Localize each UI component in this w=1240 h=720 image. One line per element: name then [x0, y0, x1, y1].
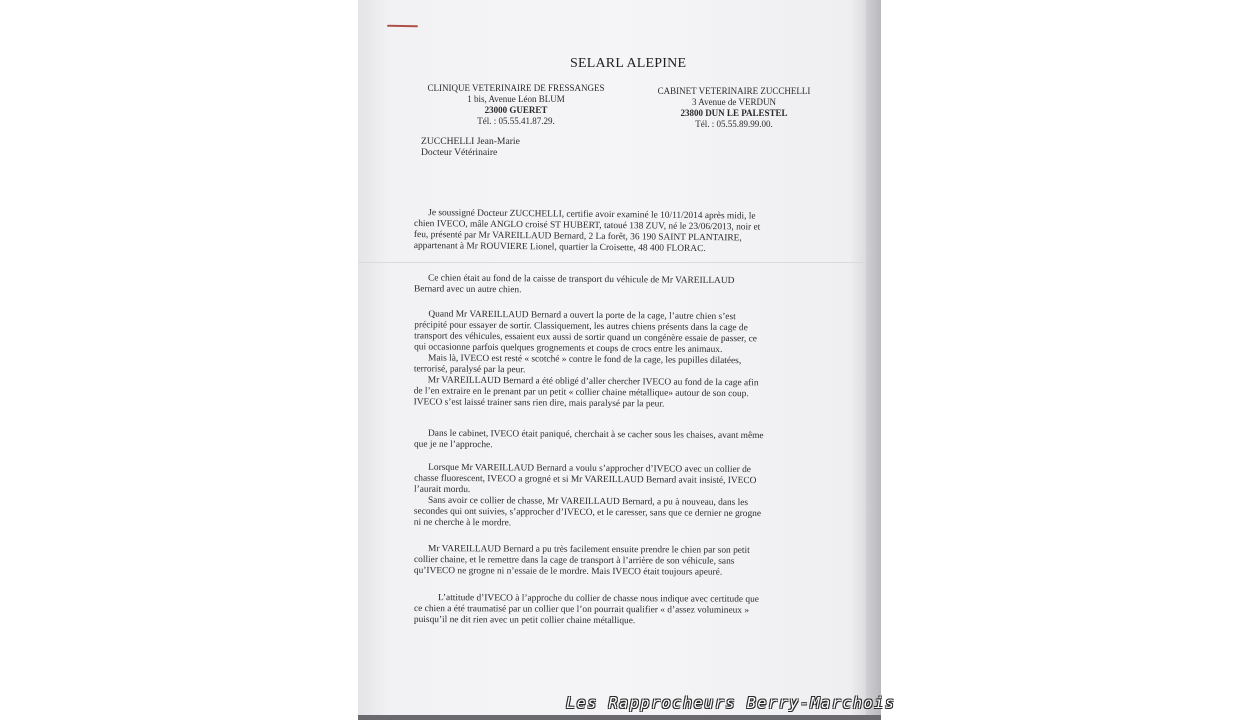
paragraph-line: ni ne cherche à le mordre. [413, 517, 512, 529]
signatory-name: ZUCCHELLI Jean-Marie [421, 136, 520, 147]
paragraph-line: que je ne l’approche. [413, 439, 493, 451]
paragraph-line: L’attitude d’IVECO à l’approche du collier de chasse nous indique avec certitude que [438, 593, 759, 605]
left-clinic-city: 23000 GUERET [484, 105, 548, 115]
paragraph-line: secondes qui ont suivies, s’approcher d’IVECO, et le caresser, sans que ce dernier ne grogne [413, 506, 762, 520]
left-clinic-street: 1 bis, Avenue Léon BLUM [467, 94, 565, 104]
paragraph-line: de l’en extraire en le prenant par un petit « collier chaine métallique» autour de son coup. [413, 386, 749, 400]
paragraph-line: Mr VAREILLAUD Bernard a été obligé d’aller chercher IVECO au fond de la cage afin [427, 375, 759, 389]
paragraph-line: chien IVECO, mâle ANGLO croisé ST HUBERT, tatoué 138 ZUV, né le 23/06/2013, noir et [414, 218, 761, 233]
paper-fold-horizontal [358, 262, 881, 263]
red-pen-mark [387, 25, 418, 28]
paragraph-line: IVECO s’est laissé trainer sans rien dire, mais paralysé par la peur. [413, 397, 665, 410]
right-clinic-phone: Tél. : 05.55.89.99.00. [695, 119, 773, 129]
paragraph-cabinet [414, 429, 798, 454]
paper-right-edge [867, 0, 881, 720]
paragraph-line: terrorisé, paralysé par la peur. [413, 364, 526, 376]
paragraph-line: l’aurait mordu. [414, 484, 471, 496]
paragraph-line: transport des véhicules, essaient eux aussi de sortir quand un congénère essaie de passer, ce [414, 331, 757, 345]
signatory-role: Docteur Vétérinaire [421, 147, 498, 158]
scanned-letter-photo [358, 0, 881, 720]
paragraph-return-to-cage [414, 544, 798, 579]
paragraph-line: chasse fluorescent, IVECO a grogné et si Mr VAREILLAUD Bernard avait insisté, IVECO [414, 473, 757, 487]
paragraph-cage-opening [414, 309, 799, 411]
left-clinic-address [418, 83, 614, 127]
right-clinic-address [645, 86, 823, 130]
paragraph-line: collier chaine, et le remettre dans la cage de transport à l’arrière de son véhicule, sans [413, 554, 735, 567]
paragraph-line: Sans avoir ce collier de chasse, Mr VAREILLAUD Bernard, a pu à nouveau, dans les [427, 495, 749, 508]
paragraph-line: qui occasionne parfois quelques grognements et coups de crocs entre les animaux. [414, 342, 723, 356]
letterhead-title: SELARL ALEPINE [570, 56, 687, 71]
paragraph-line: Lorsque Mr VAREILLAUD Bernard a voulu s’approcher d’IVECO avec un collier de [428, 462, 751, 476]
right-clinic-street: 3 Avenue de VERDUN [692, 97, 776, 107]
paragraph-line: Mr VAREILLAUD Bernard a pu très facilement ensuite prendre le chien par son petit [428, 544, 750, 556]
paragraph-line: Ce chien était au fond de la caisse de transport du véhicule de Mr VAREILLAUD [428, 273, 735, 287]
paragraph-line: ce chien a été traumatisé par un collier que l’on pourrait qualifier « d’assez volumineux » [413, 603, 750, 616]
photo-bottom-strip [358, 715, 881, 720]
paragraph-line: Bernard avec un autre chien. [413, 284, 522, 296]
paragraph-certification [414, 208, 798, 256]
paragraph-line: feu, présenté par Mr VAREILLAUD Bernard, 2 La forêt, 36 190 SAINT PLANTAIRE, [413, 229, 742, 244]
paragraph-conclusion [414, 593, 798, 628]
paragraph-line: précipité pour essayer de sortir. Classiquement, les autres chiens présents dans la cage de [414, 320, 748, 334]
paragraph-line: Je soussigné Docteur ZUCCHELLI, certifie avoir examiné le 10/11/2014 après midi, le [428, 208, 756, 222]
paragraph-transport-box [414, 273, 798, 298]
paragraph-line: Dans le cabinet, IVECO était paniqué, cherchait à se cacher sous les chaises, avant même [428, 428, 764, 442]
paragraph-hunting-collar [414, 463, 798, 532]
paragraph-line: puisqu’il ne dit rien avec un petit collier chaine métallique. [413, 614, 636, 627]
paragraph-line: Quand Mr VAREILLAUD Bernard a ouvert la porte de la cage, l’autre chien s’est [428, 309, 736, 323]
paragraph-line: Mais là, IVECO est resté « scotché » contre le fond de la cage, les pupilles dilatées, [427, 353, 742, 367]
left-clinic-name: CLINIQUE VETERINAIRE DE FRESSANGES [427, 83, 605, 93]
paragraph-line: appartenant à Mr ROUVIERE Lionel, quartier la Croisette, 48 400 FLORAC. [413, 240, 706, 255]
right-clinic-city: 23800 DUN LE PALESTEL [680, 108, 788, 118]
right-clinic-name: CABINET VETERINAIRE ZUCCHELLI [657, 86, 811, 96]
left-clinic-phone: Tél. : 05.55.41.87.29. [477, 116, 555, 126]
watermark-text: Les Rapprocheurs Berry-Marchois [566, 694, 896, 712]
paragraph-line: qu’IVECO ne grogne ni n’essaie de le mordre. Mais IVECO était toujours apeuré. [413, 565, 723, 578]
